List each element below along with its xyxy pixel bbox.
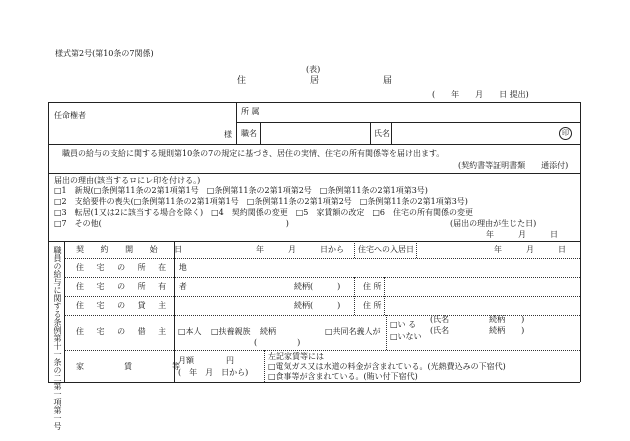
lender-address-label: 住 所	[363, 301, 382, 310]
form-number: 様式第2号(第10条の7関係)	[55, 49, 154, 58]
row-separator	[64, 258, 580, 259]
form-title-char-2: 居	[310, 76, 320, 86]
co-owner-name-2: (氏名 続柄 )	[430, 326, 525, 335]
rent-includes-meals-checkbox[interactable]: □食事等が含まれている。(賄い付下宿代)	[268, 372, 418, 381]
attachment-note: (契約書等証明書類 通添付)	[458, 161, 569, 170]
shimei-divider-right	[391, 122, 392, 144]
occurred-date: 年 月 日	[486, 230, 558, 239]
contract-start-label: 契 約 開 始 日	[76, 245, 190, 254]
seal-mark-icon: 印	[559, 127, 572, 140]
appointer-divider	[236, 102, 237, 144]
rent-includes-utilities-checkbox[interactable]: □電気ガス又は水道の料金が含まれている。(光熱費込みの下宿代)	[268, 362, 506, 371]
form-title-char-3: 届	[383, 76, 393, 86]
reason-line-4: □7 その他( )	[54, 219, 289, 228]
shozoku-line	[236, 122, 580, 123]
reason-line-3: □3 転居(1又は2に該当する場合を除く) □4 契約関係の変更 □5 家賃額の改定 □6 住宅の所有関係の変更	[54, 208, 474, 217]
borrower-relation-paren: ( )	[254, 338, 301, 347]
contract-start-date: 年 月 日から	[256, 245, 344, 254]
occurred-label: (届出の理由が生じた日)	[450, 219, 537, 228]
form-title-char-1: 住	[237, 76, 247, 86]
co-owner-divider	[386, 315, 387, 350]
rent-label: 家 賃 等	[76, 362, 180, 371]
row-separator	[64, 277, 580, 278]
rent-monthly: 月額 円	[178, 356, 234, 365]
co-owner-name-1: (氏名 続柄 )	[430, 315, 525, 324]
appointer-label: 任命権者	[54, 111, 86, 120]
move-in-divider	[354, 241, 355, 258]
owner-label: 住 宅 の 所 有 者	[76, 282, 192, 291]
owner-address-label: 住 所	[363, 282, 382, 291]
row-separator	[64, 350, 580, 351]
address-label: 住 宅 の 所 在 地	[76, 263, 192, 272]
frame-top	[48, 102, 580, 103]
front-marker: (表)	[306, 65, 321, 74]
section-vertical-label: 職員の給与に関する条例第十一条の二第一項第一号	[53, 246, 62, 430]
reason-line-2: □2 支給要件の喪失(□条例第11条の2第1項第1号 □条例第11条の2第1項第2号 □条例第11条の2第1項第3号)	[54, 197, 468, 206]
co-owner-no-checkbox[interactable]: □いない	[390, 332, 422, 341]
reason-heading: 届出の理由(該当するロにレ印を付ける。)	[54, 176, 201, 185]
shozoku-label: 所 属	[241, 107, 260, 116]
move-in-date: 年 月 日	[494, 245, 566, 254]
move-in-date-divider	[416, 241, 417, 258]
lender-label: 住 宅 の 貸 主	[76, 301, 172, 310]
shokumei-divider	[260, 122, 261, 144]
co-owner-label: □共同名義人が	[325, 327, 381, 336]
shimei-label: 氏名	[374, 129, 390, 138]
submission-date: ( 年 月 日 提出)	[432, 90, 529, 99]
frame-bottom	[48, 382, 580, 383]
declaration-bottom-line	[48, 173, 580, 174]
borrower-relation-label: 続柄	[260, 327, 276, 336]
reason-bottom-line	[48, 241, 580, 242]
section-label-divider	[64, 241, 65, 382]
borrower-label: 住 宅 の 借 主	[76, 327, 172, 336]
co-owner-yes-checkbox[interactable]: □い る	[390, 320, 417, 329]
move-in-label: 住宅への入居日	[358, 245, 414, 254]
reason-line-1: □1 新規(□条例第11条の2第1項第1号 □条例第11条の2第1項第2号 □条例第11条の2第1項第3号)	[54, 186, 428, 195]
borrower-self-checkbox[interactable]: □本人	[178, 327, 202, 336]
rent-from-date: ( 年 月 日から)	[178, 368, 249, 377]
appointer-honorific: 様	[224, 130, 232, 139]
owner-address-value-divider	[384, 277, 385, 315]
appointer-bottom-line	[48, 144, 580, 145]
rent-included-heading: 左記家賃等には	[268, 352, 324, 361]
borrower-dependent-checkbox[interactable]: □扶養親族	[211, 327, 251, 336]
owner-address-divider	[354, 277, 355, 315]
rent-divider	[264, 350, 265, 382]
lender-relation: 続柄( )	[294, 301, 341, 310]
shimei-divider-left	[370, 122, 371, 144]
declaration-text: 職員の給与の支給に関する規則第10条の7の規定に基づき、居住の実情、住宅の所有関係等を届け出ます。	[62, 149, 445, 158]
row-separator	[64, 296, 580, 297]
shokumei-label: 職名	[241, 129, 257, 138]
frame-right	[580, 102, 581, 382]
owner-relation: 続柄( )	[294, 282, 341, 291]
